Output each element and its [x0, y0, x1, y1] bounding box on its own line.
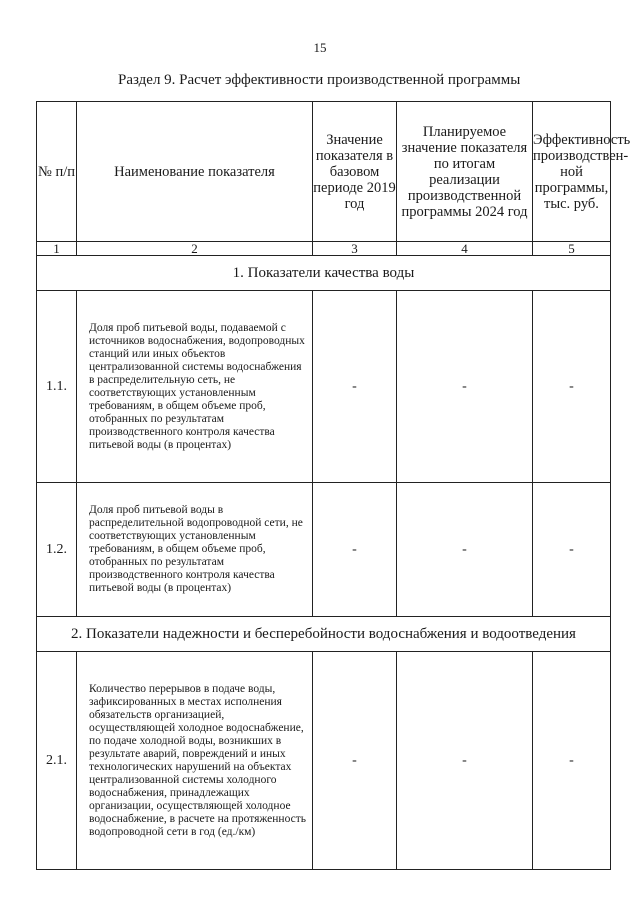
- row-base-value: -: [313, 291, 397, 483]
- header-efficiency: Эффективность производствен-ной программы, тыс. руб.: [533, 102, 611, 242]
- header-planned: Планируемое значение показателя по итогам реализации производственной программы 2024 год: [397, 102, 533, 242]
- row-index: 1.2.: [37, 483, 77, 617]
- efficiency-table: [36, 101, 631, 870]
- page-number: 15: [313, 40, 327, 55]
- column-number: 3: [313, 242, 397, 256]
- column-number: 4: [397, 242, 533, 256]
- group-header-row: [37, 256, 611, 291]
- header-row: [37, 102, 611, 242]
- row-name: Доля проб питьевой воды, подаваемой с источников водоснабжения, водопроводных станций или иных объектов централизованной системы водоснабжения в распределительную сеть, не соответствующих установленным требованиям, в общем объеме проб, отобранных по результатам производственного контроля качества питьевой воды (в процентах): [77, 291, 313, 483]
- row-base-value: -: [313, 483, 397, 617]
- table-row: [37, 652, 611, 870]
- header-num: № п/п: [37, 102, 77, 242]
- header-base: Значение показателя в базовом периоде 2019 год: [313, 102, 397, 242]
- column-number: 2: [77, 242, 313, 256]
- column-number: 1: [37, 242, 77, 256]
- row-name: Доля проб питьевой воды в распределительной водопроводной сети, не соответствующих установленным требованиям, в общем объеме проб, отобранных по результатам производственного контроля качества питьевой воды (в процентах): [77, 483, 313, 617]
- row-base-value: -: [313, 652, 397, 870]
- group-title: 2. Показатели надежности и бесперебойности водоснабжения и водоотведения: [37, 617, 611, 652]
- section-title: Раздел 9. Расчет эффективности производственной программы: [118, 72, 521, 88]
- row-planned-value: -: [397, 483, 533, 617]
- row-efficiency-value: -: [533, 483, 611, 617]
- row-planned-value: -: [397, 291, 533, 483]
- row-index: 2.1.: [37, 652, 77, 870]
- row-planned-value: -: [397, 652, 533, 870]
- row-index: 1.1.: [37, 291, 77, 483]
- row-efficiency-value: -: [533, 652, 611, 870]
- row-efficiency-value: -: [533, 291, 611, 483]
- header-name: Наименование показателя: [77, 102, 313, 242]
- table-row: [37, 483, 611, 617]
- group-header-row: [37, 617, 611, 652]
- row-name: Количество перерывов в подаче воды, зафиксированных в местах исполнения обязательств организацией, осуществляющей холодное водоснабжение, по подаче холодной воды, возникших в результате аварий, повреждений и иных технологических нарушений на объектах централизованной системы холодного водоснабжения, принадлежащих организации, осуществляющей холодное водоснабжение, в расчете на протяженность водопроводной сети в год (ед./км): [77, 652, 313, 870]
- column-number: 5: [533, 242, 611, 256]
- column-number-row: [37, 242, 611, 256]
- table-row: [37, 291, 611, 483]
- group-title: 1. Показатели качества воды: [37, 256, 611, 291]
